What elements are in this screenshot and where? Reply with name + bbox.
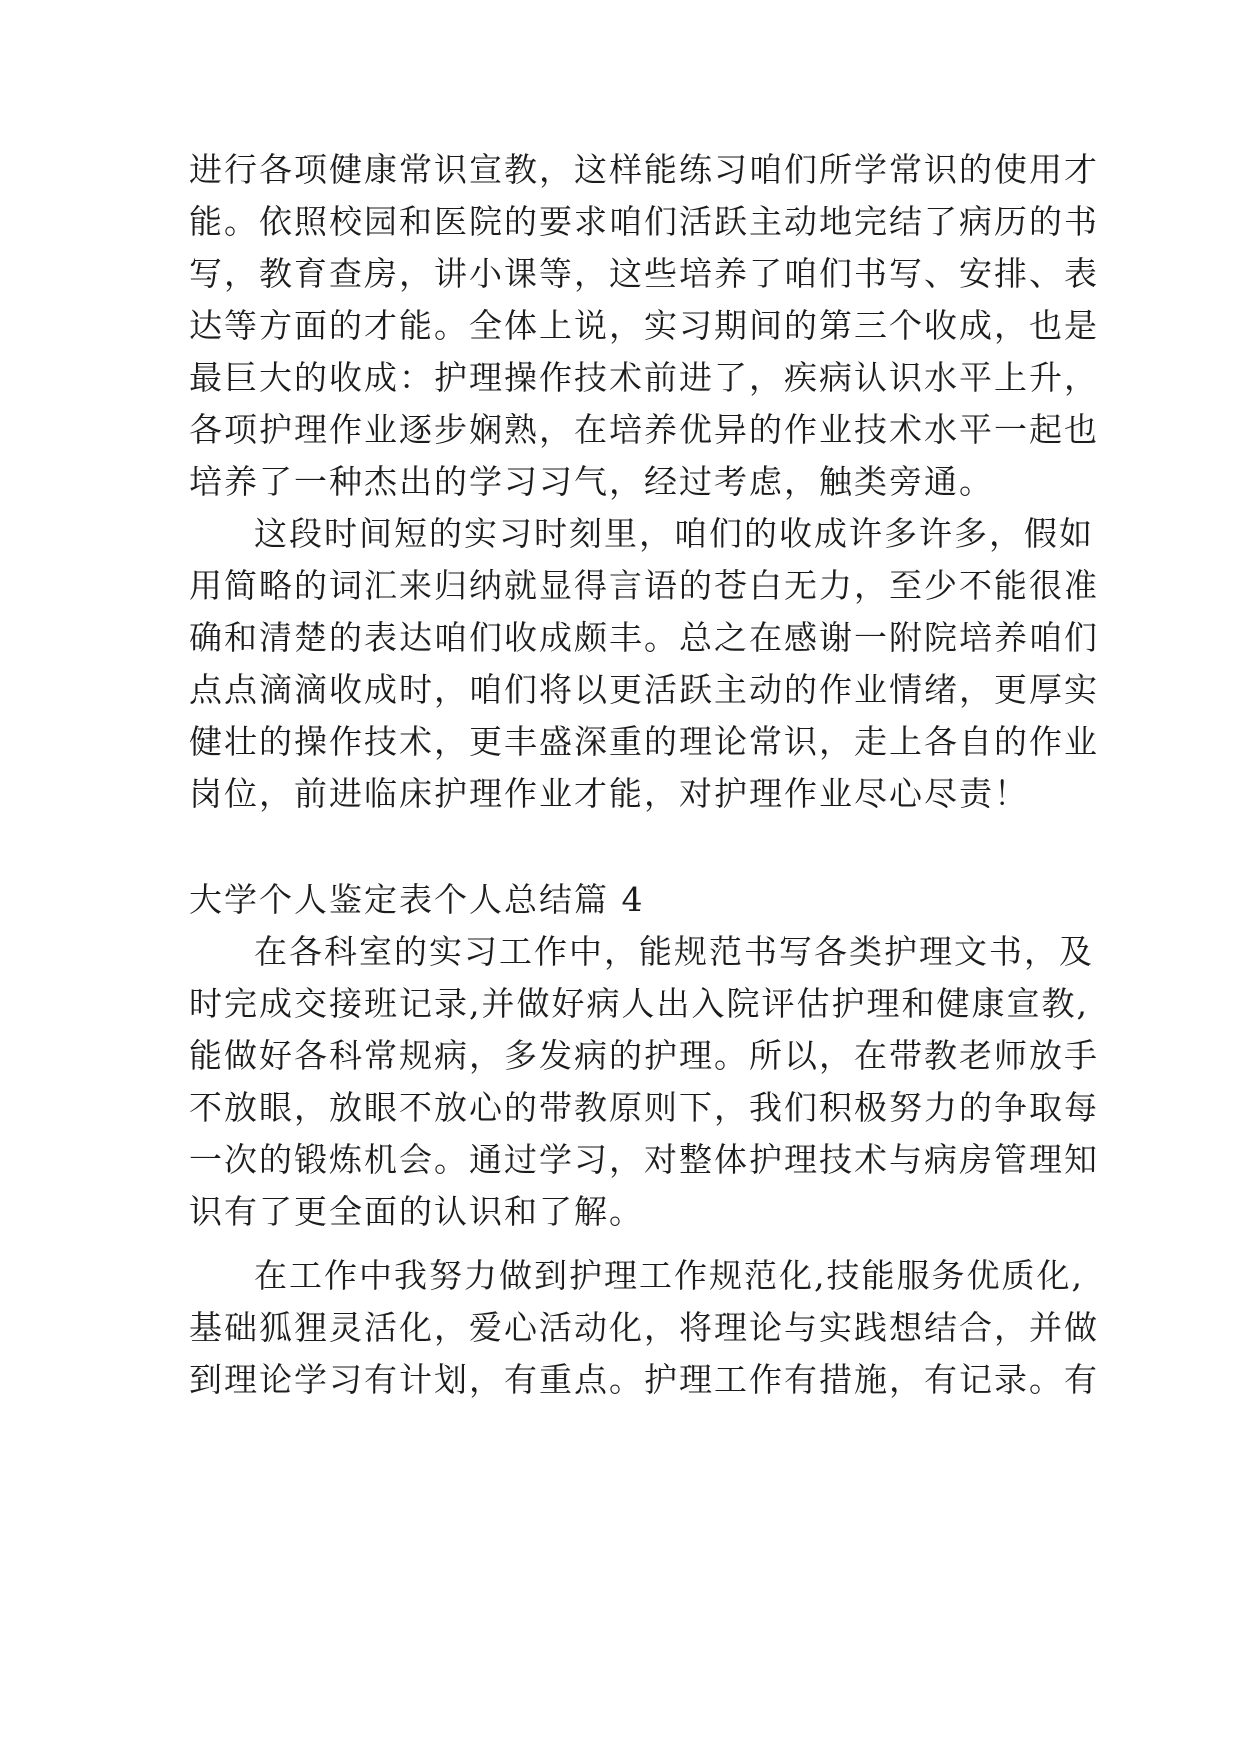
paragraph-line: 不放眼，放眼不放心的带教原则下，我们积极努力的争取每 (189, 1088, 1099, 1127)
paragraph-line: 各项护理作业逐步娴熟，在培养优异的作业技术水平一起也 (189, 410, 1099, 449)
paragraph-line: 健壮的操作技术，更丰盛深重的理论常识，走上各自的作业 (189, 722, 1099, 761)
paragraph-line: 达等方面的才能。全体上说，实习期间的第三个收成，也是 (189, 306, 1099, 345)
paragraph-line: 进行各项健康常识宣教，这样能练习咱们所学常识的使用才 (189, 150, 1099, 189)
paragraph-line: 识有了更全面的认识和了解。 (189, 1192, 644, 1231)
paragraph-line: 基础狐狸灵活化，爱心活动化，将理论与实践想结合，并做 (189, 1308, 1099, 1347)
paragraph-line: 能。依照校园和医院的要求咱们活跃主动地完结了病历的书 (189, 202, 1099, 241)
paragraph-line: 能做好各科常规病，多发病的护理。所以，在带教老师放手 (189, 1036, 1099, 1075)
paragraph-line: 培养了一种杰出的学习习气，经过考虑，触类旁通。 (189, 462, 994, 501)
paragraph-line: 确和清楚的表达咱们收成颇丰。总之在感谢一附院培养咱们 (189, 618, 1099, 657)
paragraph-line: 这段时间短的实习时刻里，咱们的收成许多许多，假如 (254, 514, 1094, 553)
paragraph-line: 写，教育查房，讲小课等，这些培养了咱们书写、安排、表 (189, 254, 1099, 293)
paragraph-line: 点点滴滴收成时，咱们将以更活跃主动的作业情绪，更厚实 (189, 670, 1099, 709)
paragraph-line: 到理论学习有计划，有重点。护理工作有措施，有记录。有 (189, 1360, 1099, 1399)
paragraph-line: 用简略的词汇来归纳就显得言语的苍白无力，至少不能很准 (189, 566, 1099, 605)
paragraph-line: 在工作中我努力做到护理工作规范化,技能服务优质化, (254, 1256, 1084, 1295)
paragraph-line: 岗位，前进临床护理作业才能，对护理作业尽心尽责！ (189, 774, 1029, 813)
paragraph-line: 一次的锻炼机会。通过学习，对整体护理技术与病房管理知 (189, 1140, 1099, 1179)
section-heading: 大学个人鉴定表个人总结篇 4 (189, 880, 645, 919)
paragraph-line: 在各科室的实习工作中，能规范书写各类护理文书，及 (254, 932, 1094, 971)
paragraph-line: 时完成交接班记录,并做好病人出入院评估护理和健康宣教, (189, 984, 1089, 1023)
paragraph-line: 最巨大的收成：护理操作技术前进了，疾病认识水平上升， (189, 358, 1099, 397)
